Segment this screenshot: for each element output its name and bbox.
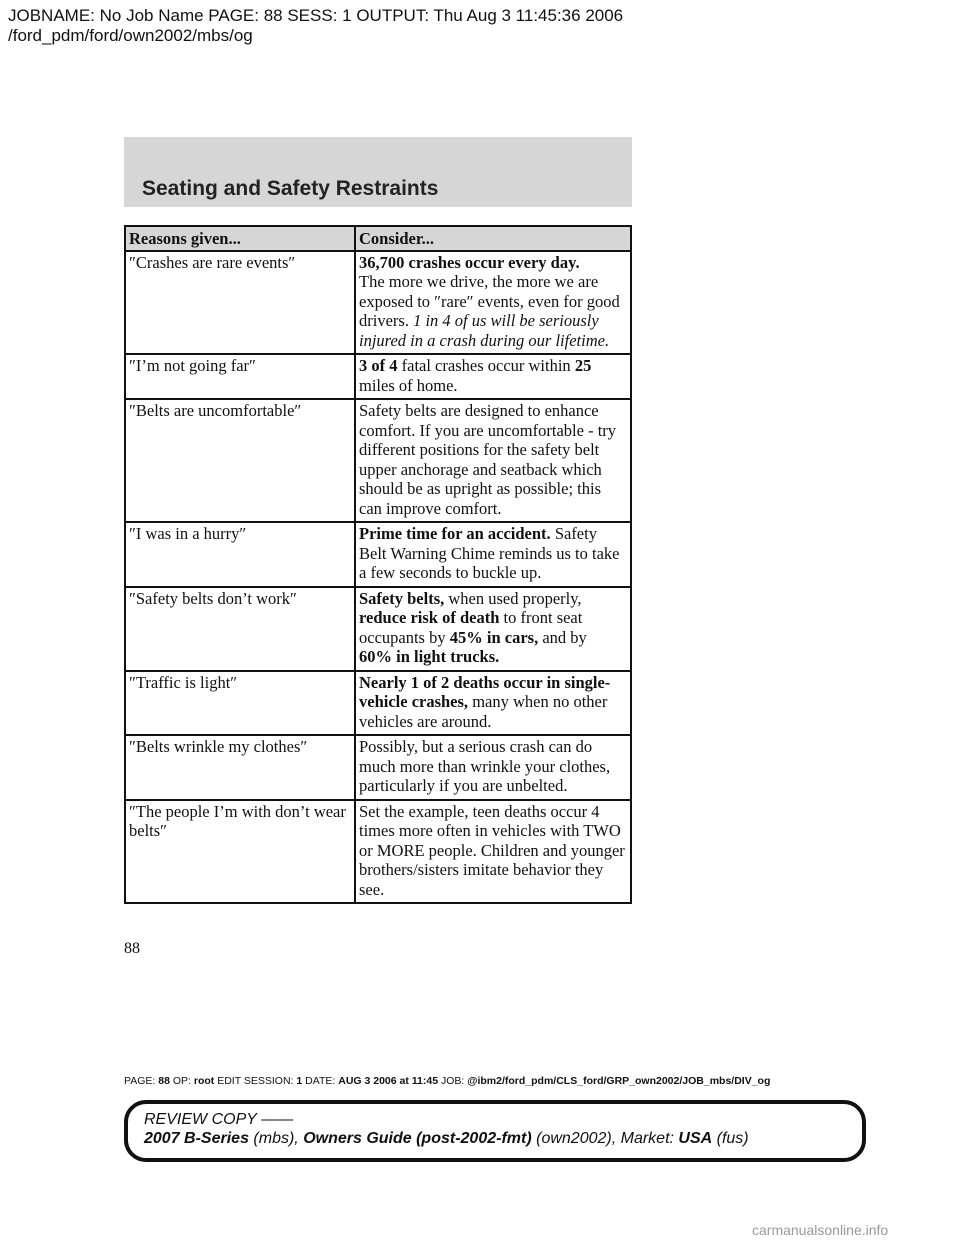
body-text: miles of home. xyxy=(359,375,458,395)
section-header xyxy=(124,137,632,207)
body-text: many when no other vehicles are around. xyxy=(359,692,608,731)
footer-op-label: OP: xyxy=(172,1075,191,1087)
reason-cell: ″The people I’m with don’t wear belts″ xyxy=(125,800,355,904)
reason-cell: ″Belts wrinkle my clothes″ xyxy=(125,735,355,800)
emphasis-text: Nearly 1 of 2 deaths occur in single-vehicle crashes, xyxy=(359,672,611,711)
body-text: Safety belts are designed to enhance comfort. If you are uncomfortable - try different positions for the safety belt upper anchorage and seatback which should be as upright as possible; this can improve comfort. xyxy=(359,401,617,518)
footer-date-label: DATE: xyxy=(305,1075,336,1087)
consider-cell xyxy=(355,251,631,355)
footer-op-value: root xyxy=(193,1075,215,1087)
italic-text: 1 in 4 of us will be seriously injured in a crash during our lifetime. xyxy=(359,311,610,350)
reason-cell: ″Safety belts don’t work″ xyxy=(125,587,355,671)
review-copy-box xyxy=(124,1100,866,1162)
reason-cell: ″Traffic is light″ xyxy=(125,671,355,736)
footer-edit-label: EDIT SESSION: xyxy=(217,1075,294,1087)
reason-cell: ″I was in a hurry″ xyxy=(125,522,355,587)
emphasis-text: 60% in light trucks. xyxy=(359,647,500,666)
footer-page-label: PAGE: xyxy=(124,1075,156,1087)
body-text: when used properly, xyxy=(444,588,582,608)
review-market-code: (fus) xyxy=(712,1130,749,1147)
body-text: and by xyxy=(538,627,587,647)
consider-cell xyxy=(355,735,631,800)
emphasis-text: 3 of 4 xyxy=(359,356,398,375)
reason-cell: ″Belts are uncomfortable″ xyxy=(125,399,355,522)
footer-page-value: 88 xyxy=(158,1075,170,1087)
emphasis-text: Prime time for an accident. xyxy=(359,524,551,543)
table-row xyxy=(125,399,631,522)
reason-cell: ″I’m not going far″ xyxy=(125,354,355,399)
consider-cell xyxy=(355,587,631,671)
emphasis-text: reduce risk of death xyxy=(359,608,500,627)
footer-meta xyxy=(124,1075,770,1087)
table-row xyxy=(125,671,631,736)
table-row xyxy=(125,735,631,800)
review-separator: , xyxy=(294,1130,304,1147)
watermark: carmanualsonline.info xyxy=(752,1222,889,1238)
path-line: /ford_pdm/ford/own2002/mbs/og xyxy=(8,26,253,45)
footer-job-value: @ibm2/ford_pdm/CLS_ford/GRP_own2002/JOB_mbs/DIV_og xyxy=(467,1075,771,1087)
review-market: USA xyxy=(678,1130,713,1147)
job-header xyxy=(8,6,623,46)
consider-cell xyxy=(355,671,631,736)
body-text: to front seat occupants by xyxy=(359,608,583,647)
body-text: fatal crashes occur within xyxy=(397,356,575,375)
review-model-code: (mbs) xyxy=(248,1130,295,1147)
emphasis-text: Safety belts, xyxy=(359,588,445,608)
body-text: Safety Belt Warning Chime reminds us to take a few seconds to buckle up. xyxy=(359,524,620,582)
table-row xyxy=(125,587,631,671)
column-header-reasons: Reasons given... xyxy=(125,226,355,251)
review-model: 2007 B-Series xyxy=(144,1130,249,1147)
emphasis-text: 25 xyxy=(574,356,592,375)
table-row xyxy=(125,800,631,904)
consider-cell xyxy=(355,800,631,904)
column-header-consider: Consider... xyxy=(355,226,631,251)
consider-cell xyxy=(355,522,631,587)
reasons-table xyxy=(124,225,632,904)
table-row xyxy=(125,522,631,587)
consider-cell xyxy=(355,399,631,522)
review-guide: Owners Guide (post-2002-fmt) xyxy=(303,1130,532,1147)
table-header-row xyxy=(125,226,631,251)
jobname-line: JOBNAME: No Job Name PAGE: 88 SESS: 1 OUTPUT: Thu Aug 3 11:45:36 2006 xyxy=(8,6,624,25)
body-text: The more we drive, the more we are exposed to ″rare″ events, even for good drivers. xyxy=(359,272,620,330)
footer-date-value: AUG 3 2006 at 11:45 xyxy=(338,1075,439,1087)
section-title: Seating and Safety Restraints xyxy=(142,177,439,200)
emphasis-text: 45% in cars, xyxy=(449,627,539,647)
consider-cell xyxy=(355,354,631,399)
review-copy-details xyxy=(144,1129,862,1148)
table-row xyxy=(125,251,631,355)
page-number: 88 xyxy=(124,940,140,957)
review-guide-code: (own2002) xyxy=(531,1130,612,1147)
table-row xyxy=(125,354,631,399)
reason-cell: ″Crashes are rare events″ xyxy=(125,251,355,355)
review-copy-label: REVIEW COPY —— xyxy=(144,1111,294,1128)
body-text: Possibly, but a serious crash can do much more than wrinkle your clothes, particularly if you are unbelted. xyxy=(359,737,611,795)
body-text: Set the example, teen deaths occur 4 times more often in vehicles with TWO or MORE people. Children and younger brothers/sisters imitate behavior they see. xyxy=(359,801,625,899)
review-market-label: , Market: xyxy=(611,1130,679,1147)
emphasis-text: 36,700 crashes occur every day. xyxy=(359,252,580,272)
footer-edit-value: 1 xyxy=(296,1075,303,1087)
footer-job-label: JOB: xyxy=(440,1075,465,1087)
